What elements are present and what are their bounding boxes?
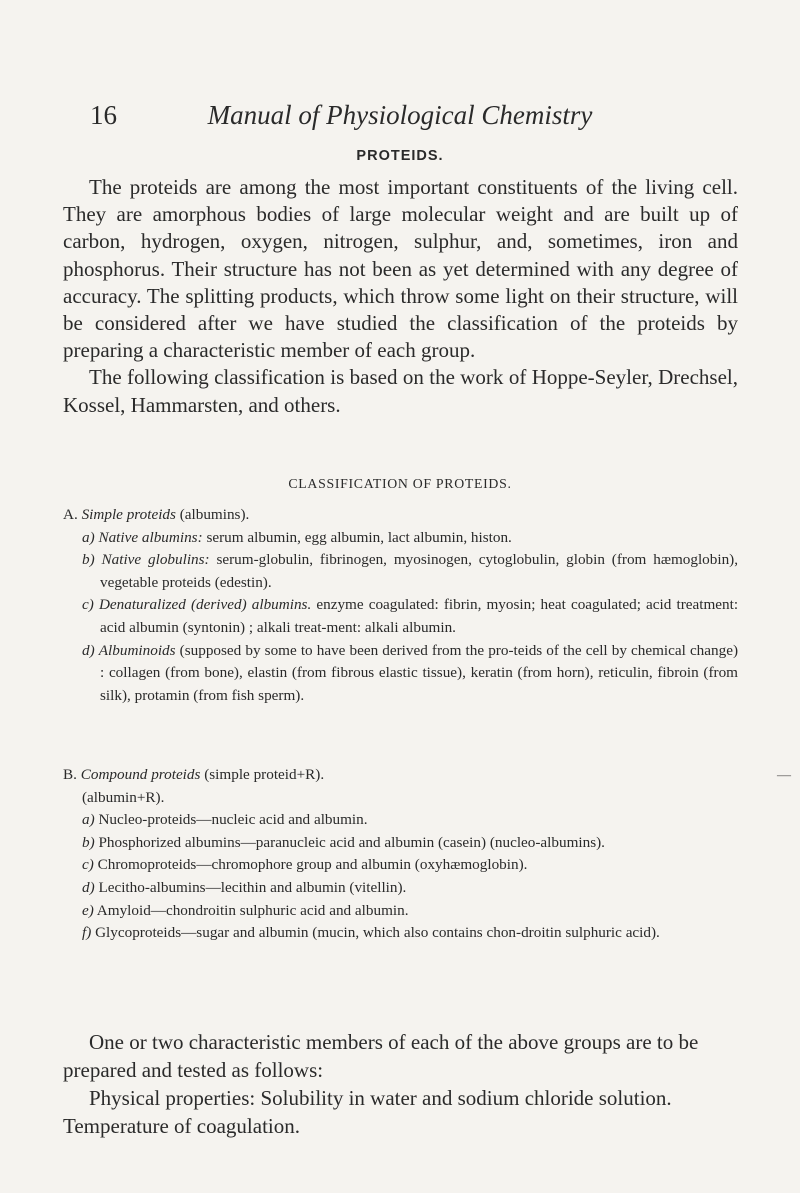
group-a-letter: A. [63,506,78,523]
group-a-title: Simple proteids [81,506,176,523]
group-a-simple-proteids [63,504,738,707]
group-b-title: Compound proteids [80,766,201,783]
item-mark: f) [82,924,92,942]
item-mark: d) [82,641,95,659]
item-text: (supposed by some to have been derived from the pro-teids of the cell by chemical change) : collagen (from bone), elastin (from fibrous elastic tissue), keratin (from horn), reticulin, fibroin (from silk), protamin (from fish sperm). [100,641,739,704]
item-text: serum albumin, egg albumin, lact albumin, histon. [206,528,512,546]
group-a-note: (albumins). [179,506,250,523]
group-b-letter: B. [63,766,77,783]
group-b-item-d [63,877,738,900]
item-title: Denaturalized [98,596,186,614]
item-text: Nucleo-proteids—nucleic acid and albumin. [98,811,368,829]
item-title: Albuminoids [98,641,176,659]
classification-title: CLASSIFICATION OF PROTEIDS. [288,476,512,491]
item-title-end: albumins. [251,596,312,614]
intro-paragraph-1: The proteids are among the most important constituents of the living cell. They are amorphous bodies of large molecular weight and are built up of carbon, hydrogen, oxygen, nitrogen, sulphur, and, sometimes, iron and phosphorus. Their structure has not been as yet determined with any degree of accuracy. The splitting products, which throw some light on their structure, will be considered after we have studied the classification of the proteids by preparing a characteristic member of each group. [63,175,738,363]
item-text: Lecitho-albumins—lecithin and albumin (vitellin). [98,878,407,896]
running-header [90,100,710,136]
group-b-item-b [63,832,738,855]
item-mark: b) [82,833,95,851]
item-title: Native globulins: [101,551,210,569]
group-a-item-b [63,549,738,594]
margin-mark: — [777,768,791,783]
item-mark: b) [82,551,95,569]
item-mark: c) [82,856,94,874]
page-number: 16 [90,100,117,130]
group-a-item-d [63,640,738,708]
item-mark: a) [82,811,95,829]
running-title: Manual of Physiological Chemistry [207,100,593,130]
item-mark: c) [82,596,94,614]
item-text: Glycoproteids—sugar and albumin (mucin, which also contains chon-droitin sulphuric acid). [95,924,660,942]
item-mark: d) [82,878,95,896]
group-b-item-c [63,854,738,877]
group-b-item-a [63,809,738,832]
group-b-heading [63,764,738,787]
group-a-heading [63,504,738,527]
closing-paragraph-1: One or two characteristic members of each of the above groups are to be prepared and tested as follows: [63,1030,699,1082]
item-text: Phosphorized albumins—paranucleic acid and albumin (casein) (nucleo-albumins). [98,833,605,851]
group-b-item-f [63,922,738,945]
item-text: Amyloid—chondroitin sulphuric acid and albumin. [96,901,409,919]
closing-text [63,1028,738,1140]
group-b-subtitle: (albumin+R). [82,788,165,806]
item-text: serum-globulin, fibrinogen, myosinogen, cytoglobulin, globin (from hæmoglobin), vegetable proteids (edestin). [100,551,739,591]
intro-paragraph-2: The following classification is based on the work of Hoppe-Seyler, Drechsel, Kossel, Hammarsten, and others. [63,365,738,417]
group-a-item-c [63,594,738,639]
item-text: Chromoproteids—chromophore group and albumin (oxyhæmoglobin). [97,856,528,874]
group-b-note: (simple proteid+R). [204,766,325,783]
closing-paragraph-2: Physical properties: Solubility in water and sodium chloride solution. Temperature of coagulation. [63,1086,672,1138]
item-mark: a) [82,528,95,546]
group-a-item-a [63,527,738,550]
group-b-item-e [63,900,738,923]
item-title-paren: (derived) [190,596,247,614]
intro-text [63,174,738,419]
group-b-compound-proteids [63,764,738,945]
item-title: Native albumins: [98,528,203,546]
item-text: enzyme coagulated: fibrin, myosin; heat coagulated; acid treatment: acid albumin (syntonin) ; alkali treat-ment: alkali albumin. [100,596,739,636]
section-title: PROTEIDS. [356,148,444,164]
item-mark: e) [82,901,94,919]
